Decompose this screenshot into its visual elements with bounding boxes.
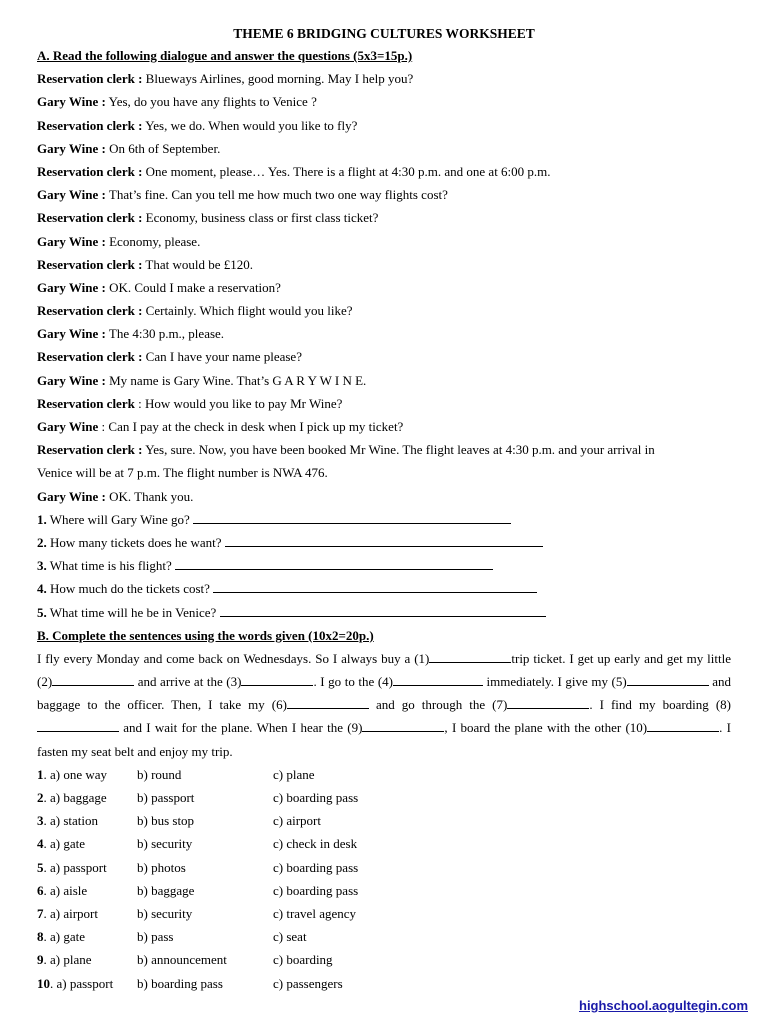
dialogue-line: Reservation clerk : How would you like to pay Mr Wine? — [37, 395, 343, 411]
option-row: 9. a) plane b) announcement c) boarding — [37, 952, 333, 968]
dialogue-line: Reservation clerk : Can I have your name please? — [37, 349, 302, 365]
option-row: 1. a) one way b) round c) plane — [37, 766, 315, 782]
blank-10[interactable] — [647, 719, 719, 732]
answer-blank[interactable] — [193, 511, 511, 524]
blank-6[interactable] — [287, 696, 369, 709]
option-row: 5. a) passport b) photos c) boarding pass — [37, 859, 359, 875]
blank-1[interactable] — [429, 650, 511, 663]
dialogue-line: Reservation clerk : Yes, sure. Now, you have been booked Mr Wine. The flight leaves at 4:30 p.m. and your arrival in — [37, 442, 655, 458]
fill-in-paragraph: I fly every Monday and come back on Wednesdays. So I always buy a (1) trip ticket. I get up early and get my little (2) and arrive at the (3) . I go to the (4) immediately. I give my (5) and baggage to the officer. Then, I take my (6) and go through the (7) . I find my boarding (8) and I wait for the plane. When I hear the (9) , I board the plane with the other (10) . I fasten my seat belt and enjoy my trip. — [37, 650, 731, 759]
blank-3[interactable] — [241, 673, 313, 686]
answer-blank[interactable] — [220, 604, 546, 617]
dialogue-line: Gary Wine : Can I pay at the check in desk when I pick up my ticket? — [37, 419, 404, 434]
option-row: 8. a) gate b) pass c) seat — [37, 929, 307, 945]
dialogue-line: Reservation clerk : Blueways Airlines, good morning. May I help you? — [37, 71, 414, 87]
option-row: 4. a) gate b) security c) check in desk — [37, 836, 358, 852]
dialogue-line: Reservation clerk : Yes, we do. When would you like to fly? — [37, 117, 358, 133]
dialogue-line: Gary Wine : OK. Thank you. — [37, 488, 194, 504]
blank-2[interactable] — [52, 673, 134, 686]
questions — [37, 508, 731, 624]
dialogue-line: Reservation clerk : Economy, business class or first class ticket? — [37, 210, 379, 226]
dialogue-line: Gary Wine : Economy, please. — [37, 233, 201, 249]
question-2: 2. How many tickets does he want? — [37, 531, 731, 554]
option-row: 3. a) station b) bus stop c) airport — [37, 813, 322, 829]
option-row: 2. a) baggage b) passport c) boarding pass — [37, 790, 359, 806]
blank-5[interactable] — [627, 673, 709, 686]
dialogue-line: Gary Wine : My name is Gary Wine. That’s G A R Y W I N E. — [37, 372, 367, 388]
blank-7[interactable] — [507, 696, 589, 709]
dialogue-line: Gary Wine : OK. Could I make a reservation? — [37, 279, 281, 295]
dialogue-line: Gary Wine : On 6th of September. — [37, 140, 221, 156]
dialogue — [37, 67, 731, 508]
blank-9[interactable] — [362, 719, 444, 732]
answer-blank[interactable] — [213, 580, 537, 593]
option-row: 6. a) aisle b) baggage c) boarding pass — [37, 882, 359, 898]
worksheet — [37, 24, 731, 995]
question-1: 1. Where will Gary Wine go? — [37, 508, 731, 531]
question-4: 4. How much do the tickets cost? — [37, 577, 731, 600]
answer-blank[interactable] — [175, 557, 493, 570]
blank-8[interactable] — [37, 719, 119, 732]
dialogue-line: Reservation clerk : Certainly. Which flight would you like? — [37, 303, 353, 319]
dialogue-line-continued: Venice will be at 7 p.m. The flight number is NWA 476. — [37, 465, 328, 481]
dialogue-line: Gary Wine : Yes, do you have any flights to Venice ? — [37, 94, 317, 110]
blank-4[interactable] — [393, 673, 483, 686]
dialogue-line: Gary Wine : The 4:30 p.m., please. — [37, 326, 225, 342]
dialogue-line: Reservation clerk : That would be £120. — [37, 256, 254, 272]
options-list — [37, 763, 731, 995]
answer-blank[interactable] — [225, 534, 543, 547]
section-b-heading: B. Complete the sentences using the words given (10x2=20p.) — [37, 627, 374, 643]
option-row: 7. a) airport b) security c) travel agency — [37, 906, 357, 922]
footer-link[interactable]: highschool.aogultegin.com — [579, 998, 748, 1013]
worksheet-title: THEME 6 BRIDGING CULTURES WORKSHEET — [233, 26, 535, 41]
question-5: 5. What time will he be in Venice? — [37, 601, 731, 624]
dialogue-line: Gary Wine : That’s fine. Can you tell me how much two one way flights cost? — [37, 187, 448, 203]
option-row: 10. a) passport b) boarding pass c) passengers — [37, 975, 343, 991]
question-3: 3. What time is his flight? — [37, 554, 731, 577]
section-a-heading: A. Read the following dialogue and answer the questions (5x3=15p.) — [37, 48, 413, 63]
dialogue-line: Reservation clerk : One moment, please… Yes. There is a flight at 4:30 p.m. and one at 6:00 p.m. — [37, 163, 551, 179]
